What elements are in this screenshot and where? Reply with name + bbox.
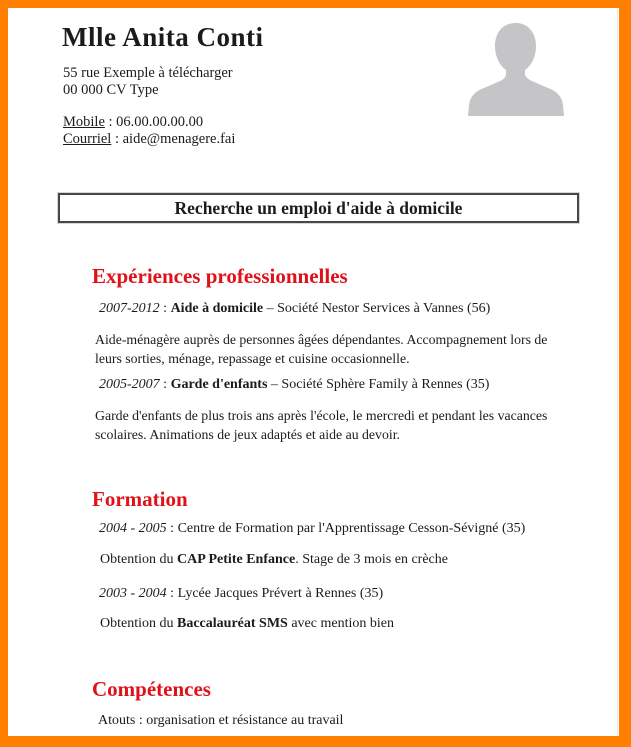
candidate-name: Mlle Anita Conti [62, 22, 264, 52]
formation-item-2-prefix: Obtention du [100, 552, 177, 567]
formation-item-4-prefix: Obtention du [100, 616, 177, 631]
objective-title: Recherche un emploi d'aide à domicile [174, 197, 463, 218]
formation-item-2-highlight: CAP Petite Enfance [177, 552, 296, 567]
person-silhouette-icon [461, 20, 567, 116]
formation-item-2 [100, 552, 448, 568]
experience-entry-1-dates: 2007-2012 [99, 301, 160, 316]
experience-entry-1-role: Aide à domicile [170, 301, 264, 316]
formation-heading: Formation [92, 487, 188, 511]
objective-box [58, 193, 579, 223]
experience-entry-2-description: Garde d'enfants de plus trois ans après l'école, le mercredi et pendant les vacances scolaires. Animations de jeux adaptés et aide au devoir. [95, 408, 548, 442]
experience-entry-2 [99, 377, 489, 393]
address-line-1: 55 rue Exemple à télécharger [63, 65, 233, 81]
competences-item-1: Atouts : organisation et résistance au travail [98, 713, 344, 728]
formation-item-2-suffix: . Stage de 3 mois en crèche [295, 552, 448, 567]
formation-item-3-dates: 2003 - 2004 [99, 586, 167, 601]
experience-entry-2-separator: : [159, 377, 171, 392]
experience-heading: Expériences professionnelles [92, 264, 348, 288]
experience-entry-1-description: Aide-ménagère auprès de personnes âgées dépendantes. Accompagnement lors de leurs sorties, ménage, repassage et cuisine occasionnelle. [95, 332, 548, 366]
mobile-line [63, 114, 203, 131]
mobile-separator: : [104, 114, 117, 130]
competences-heading: Compétences [92, 677, 211, 701]
address-line-2: 00 000 CV Type [63, 82, 159, 98]
formation-item-4-suffix: avec mention bien [287, 616, 394, 631]
mobile-label: Mobile [63, 114, 105, 130]
email-value: aide@menagere.fai [122, 131, 236, 147]
email-label: Courriel [63, 131, 112, 147]
email-line [63, 131, 235, 148]
formation-item-3 [99, 586, 383, 602]
experience-entry-2-dates: 2005-2007 [99, 377, 160, 392]
experience-entry-1 [99, 301, 490, 317]
right-edge-hairline [617, 8, 618, 736]
formation-item-1-text: Centre de Formation par l'Apprentissage Cesson-Sévigné (35) [177, 521, 526, 536]
formation-item-1-separator: : [166, 521, 178, 536]
mobile-value: 06.00.00.00.00 [116, 114, 204, 130]
formation-item-4 [100, 616, 394, 632]
email-separator: : [111, 131, 123, 147]
experience-entry-2-company: – Société Sphère Family à Rennes (35) [267, 377, 490, 392]
formation-item-3-text: Lycée Jacques Prévert à Rennes (35) [177, 586, 384, 601]
experience-entry-1-company: – Société Nestor Services à Vannes (56) [263, 301, 491, 316]
formation-item-3-separator: : [166, 586, 178, 601]
formation-item-1-dates: 2004 - 2005 [99, 521, 167, 536]
formation-item-1 [99, 521, 525, 537]
experience-entry-2-role: Garde d'enfants [170, 377, 268, 392]
formation-item-4-highlight: Baccalauréat SMS [177, 616, 288, 631]
experience-entry-1-separator: : [159, 301, 171, 316]
